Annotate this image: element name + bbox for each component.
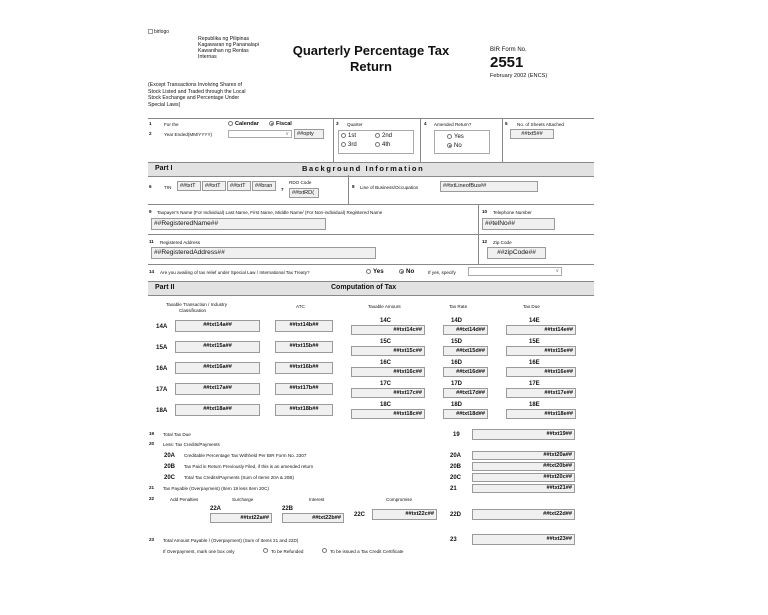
col-taxable-amount: Taxable Amount (368, 304, 401, 309)
tax-previously-paid-label: Tax Paid in Return Previously Filed, if this is an amended return (184, 464, 314, 469)
industry-input[interactable]: ##txt18a## (175, 404, 260, 416)
amount-input[interactable]: ##txt15c## (351, 346, 425, 356)
creditable-withheld-input[interactable]: ##txt20a## (472, 451, 575, 460)
form-number-label: BIR Form No. (490, 47, 527, 53)
if-yes-label: If yes, specify (428, 270, 456, 275)
tin-label: TIN (164, 185, 172, 190)
atc-input[interactable]: ##txt15b## (275, 341, 333, 353)
fiscal-radio[interactable] (269, 121, 274, 126)
lob-input[interactable]: ##txtLineofBus## (440, 181, 538, 192)
tin-branch-input[interactable]: ##bran (252, 181, 276, 191)
logo-alt-text: birlogo (154, 29, 170, 35)
tax-relief-specify-select[interactable] (468, 267, 562, 276)
due-key: 17E (529, 381, 540, 387)
form-title-line1: Quarterly Percentage Tax (292, 43, 450, 58)
amended-yes-label: Yes (454, 134, 464, 140)
row-label: 16A (156, 365, 168, 372)
year-ended-month-select[interactable] (228, 130, 292, 138)
rate-input[interactable]: ##txt18d## (443, 409, 488, 419)
amended-label: Amended Return? (434, 122, 472, 127)
sheets-input[interactable]: ##txt5## (510, 129, 554, 139)
key-22a: 22A (210, 506, 222, 512)
quarter-4th-label: 4th (382, 142, 391, 148)
part1-label: Part I (155, 165, 173, 172)
note-line: Stock Listed and Traded through the Local (148, 88, 246, 95)
amount-key: 18C (380, 402, 392, 408)
agency-line: Kagawaran ng Pananalapi (198, 42, 259, 48)
rate-input[interactable]: ##txt15d## (443, 346, 488, 356)
quarter-2nd-radio[interactable] (375, 133, 380, 138)
quarter-1st-label: 1st (348, 133, 357, 139)
agency-line: Republika ng Pilipinas (198, 36, 250, 42)
rate-input[interactable]: ##txt17d## (443, 388, 488, 398)
item-number: 21 (149, 485, 155, 490)
col-classification: Classification (179, 308, 207, 313)
due-input[interactable]: ##txt14e## (506, 325, 576, 335)
zip-input[interactable]: ##zipCode## (487, 247, 546, 259)
amount-input[interactable]: ##txt16c## (351, 367, 425, 377)
total-tax-due-label: Total Tax Due (163, 432, 191, 437)
form-title-line2: Return (350, 59, 392, 74)
quarter-1st-radio[interactable] (341, 133, 346, 138)
tax-previously-paid-input[interactable]: ##txt20b## (472, 462, 575, 471)
form-title (290, 43, 452, 75)
rate-key: 15D (451, 339, 463, 345)
item-number: 12 (482, 239, 488, 244)
agency-line: Internas (198, 54, 217, 60)
rate-input[interactable]: ##txt16d## (443, 367, 488, 377)
add-penalties-label: Add Penalties (170, 497, 199, 502)
key-20a: 20A (450, 453, 462, 459)
key-20a-label: 20A (164, 453, 176, 459)
amended-no-label: No (454, 143, 462, 149)
industry-input[interactable]: ##txt17a## (175, 383, 260, 395)
form-number: 2551 (490, 54, 524, 71)
col-atc: ATC (296, 304, 305, 309)
quarter-4th-radio[interactable] (375, 142, 380, 147)
item-number: 6 (149, 184, 152, 189)
sheets-label: No. of Sheets Attached (517, 122, 564, 127)
form-date: February 2002 (ENCS) (490, 73, 548, 79)
quarter-label: Quarter (347, 122, 363, 127)
due-key: 16E (529, 360, 540, 366)
tax-payable-input[interactable]: ##txt21## (472, 484, 575, 493)
item-number: 19 (149, 431, 155, 436)
tcc-checkbox[interactable] (322, 548, 327, 553)
tax-relief-no-radio[interactable] (399, 269, 404, 274)
amount-input[interactable]: ##txt18c## (351, 409, 425, 419)
quarter-3rd-label: 3rd (348, 142, 357, 148)
amount-input[interactable]: ##txt14c## (351, 325, 425, 335)
item-number: 3 (336, 121, 339, 126)
due-input[interactable]: ##txt17e## (506, 388, 576, 398)
due-key: 14E (529, 318, 540, 324)
key-20b-label: 20B (164, 464, 176, 470)
total-credits-label: Total Tax Credits/Payments (Sum of Items 20A & 20B) (184, 475, 294, 480)
rate-input[interactable]: ##txt14d## (443, 325, 488, 335)
total-tax-due-input[interactable]: ##txt19## (472, 429, 575, 440)
note-line: Special Laws) (148, 101, 181, 108)
amount-key: 17C (380, 381, 392, 387)
key-20c-label: 20C (164, 475, 176, 481)
refund-label: To be Refunded (271, 549, 304, 554)
part1-title: Background Information (302, 164, 425, 173)
chevron-down-icon: ∨ (555, 268, 559, 274)
bir-form-2551 (148, 28, 594, 568)
address-label: Registered Address (160, 240, 201, 245)
surcharge-label: Surcharge (232, 497, 254, 502)
chevron-down-icon: ∨ (285, 131, 289, 137)
atc-input[interactable]: ##txt14b## (275, 320, 333, 332)
tax-relief-question: Are you availing of tax relief under Special Law / International Tax Treaty? (160, 270, 310, 275)
atc-input[interactable]: ##txt16b## (275, 362, 333, 374)
item-number: 9 (149, 209, 152, 214)
tax-payable-label: Tax Payable (Overpayment) (Item 19 less Item 20C) (163, 486, 269, 491)
rate-key: 17D (451, 381, 463, 387)
fiscal-label: Fiscal (276, 121, 292, 127)
rate-key: 14D (451, 318, 463, 324)
tin-input-3[interactable]: ##txtT (227, 181, 251, 191)
note-line: (Except Transactions Involving Shares of (148, 82, 242, 88)
total-payable-label: Total Amount Payable / (Overpayment) (Sum of Items 21 and 22D) (163, 538, 299, 543)
total-credits-input[interactable]: ##txt20c## (472, 473, 575, 482)
telephone-label: Telephone Number (493, 210, 532, 215)
due-input[interactable]: ##txt16e## (506, 367, 576, 377)
rate-key: 18D (451, 402, 463, 408)
atc-input[interactable]: ##txt18b## (275, 404, 333, 416)
item-number: 7 (281, 187, 284, 192)
item-number: 4 (424, 121, 427, 126)
item-number: 1 (149, 121, 152, 126)
tax-relief-yes-radio[interactable] (366, 269, 371, 274)
taxpayer-name-input[interactable]: ##RegisteredName## (151, 218, 326, 230)
telephone-input[interactable]: ##telNo## (482, 218, 555, 230)
amended-yes-radio[interactable] (447, 134, 452, 139)
total-payable-input[interactable]: ##txt23## (472, 534, 575, 545)
key-22d: 22D (450, 512, 462, 518)
col-tax-due: Tax Due (523, 304, 540, 309)
compromise-label: Compromise (386, 497, 413, 502)
row-label: 18A (156, 407, 168, 414)
industry-input[interactable]: ##txt16a## (175, 362, 260, 374)
calendar-radio[interactable] (228, 121, 233, 126)
part2-label: Part II (155, 284, 175, 291)
calendar-label: Calendar (235, 121, 259, 127)
tin-input-1[interactable]: ##txtT (177, 181, 201, 191)
row-label: 17A (156, 386, 168, 393)
tin-input-2[interactable]: ##txtT (202, 181, 226, 191)
col-tax-rate: Tax Rate (449, 304, 468, 309)
bir-logo (148, 28, 198, 38)
tcc-label: To be issued a Tax Credit Certificate (330, 549, 404, 554)
tax-relief-no-label: No (406, 268, 415, 275)
row-label: 14A (156, 323, 168, 330)
item-number: 23 (149, 537, 155, 542)
year-ended-label: Year Ended(MM/YYYY) (164, 132, 213, 137)
rate-key: 16D (451, 360, 463, 366)
item-number: 10 (482, 209, 488, 214)
for-the-label: For the (164, 122, 179, 127)
industry-input[interactable]: ##txt14a## (175, 320, 260, 332)
total-penalties-input[interactable]: ##txt22d## (472, 509, 575, 520)
amount-key: 14C (380, 318, 392, 324)
creditable-withheld-label: Creditable Percentage Tax Withheld Per BIR Form No. 2307 (184, 453, 307, 458)
year-ended-input[interactable]: ##opty (294, 129, 324, 139)
taxpayer-label: Taxpayer's Name (For Individual) Last Name, First Name, Middle Name/ (For Non-individual) Registered Name (157, 210, 383, 215)
address-input[interactable]: ##RegisteredAddress## (151, 247, 376, 259)
item-number: 8 (352, 184, 355, 189)
agency-line: Kawanihan ng Rentas (198, 48, 249, 54)
rdo-input[interactable]: ##txtRD( (289, 188, 319, 198)
refund-checkbox[interactable] (263, 548, 268, 553)
item-number: 14 (149, 269, 155, 274)
logo-broken-image-icon (148, 29, 153, 34)
key-22b: 22B (282, 506, 294, 512)
col-taxable-transaction: Taxable Transaction / Industry (166, 302, 228, 307)
row-label: 15A (156, 344, 168, 351)
key-21: 21 (450, 486, 457, 492)
interest-label: Interest (309, 497, 325, 502)
item-number: 2 (149, 131, 152, 136)
interest-input[interactable]: ##txt22b## (282, 513, 344, 523)
rdo-label: RDO Code (289, 180, 312, 185)
item-number: 20 (149, 441, 155, 446)
industry-input[interactable]: ##txt15a## (175, 341, 260, 353)
surcharge-input[interactable]: ##txt22a## (210, 513, 272, 523)
key-19: 19 (453, 432, 460, 438)
note-line: Stock Exchange and Percentage Under (148, 95, 240, 101)
item-number: 5 (505, 121, 508, 126)
part2-title: Computation of Tax (331, 284, 397, 291)
key-20b: 20B (450, 464, 462, 470)
key-20c: 20C (450, 475, 462, 481)
overpayment-note: If Overpayment, mark one box only (163, 549, 235, 554)
quarter-3rd-radio[interactable] (341, 142, 346, 147)
zip-label: Zip Code (493, 240, 512, 245)
key-22c: 22C (354, 512, 366, 518)
due-input[interactable]: ##txt18e## (506, 409, 576, 419)
due-input[interactable]: ##txt15e## (506, 346, 576, 356)
compromise-input[interactable]: ##txt22c## (372, 509, 437, 520)
item-number: 11 (149, 239, 154, 244)
tax-relief-yes-label: Yes (373, 268, 384, 275)
amount-key: 15C (380, 339, 392, 345)
amount-input[interactable]: ##txt17c## (351, 388, 425, 398)
tax-credits-label: Less: Tax Credits/Payments (163, 442, 220, 447)
quarter-2nd-label: 2nd (382, 133, 393, 139)
amount-key: 16C (380, 360, 392, 366)
amended-no-radio[interactable] (447, 143, 452, 148)
item-number: 22 (149, 496, 155, 501)
due-key: 18E (529, 402, 540, 408)
key-23: 23 (450, 537, 457, 543)
lob-label: Line of Business/Occupation (360, 185, 419, 190)
atc-input[interactable]: ##txt17b## (275, 383, 333, 395)
due-key: 15E (529, 339, 540, 345)
